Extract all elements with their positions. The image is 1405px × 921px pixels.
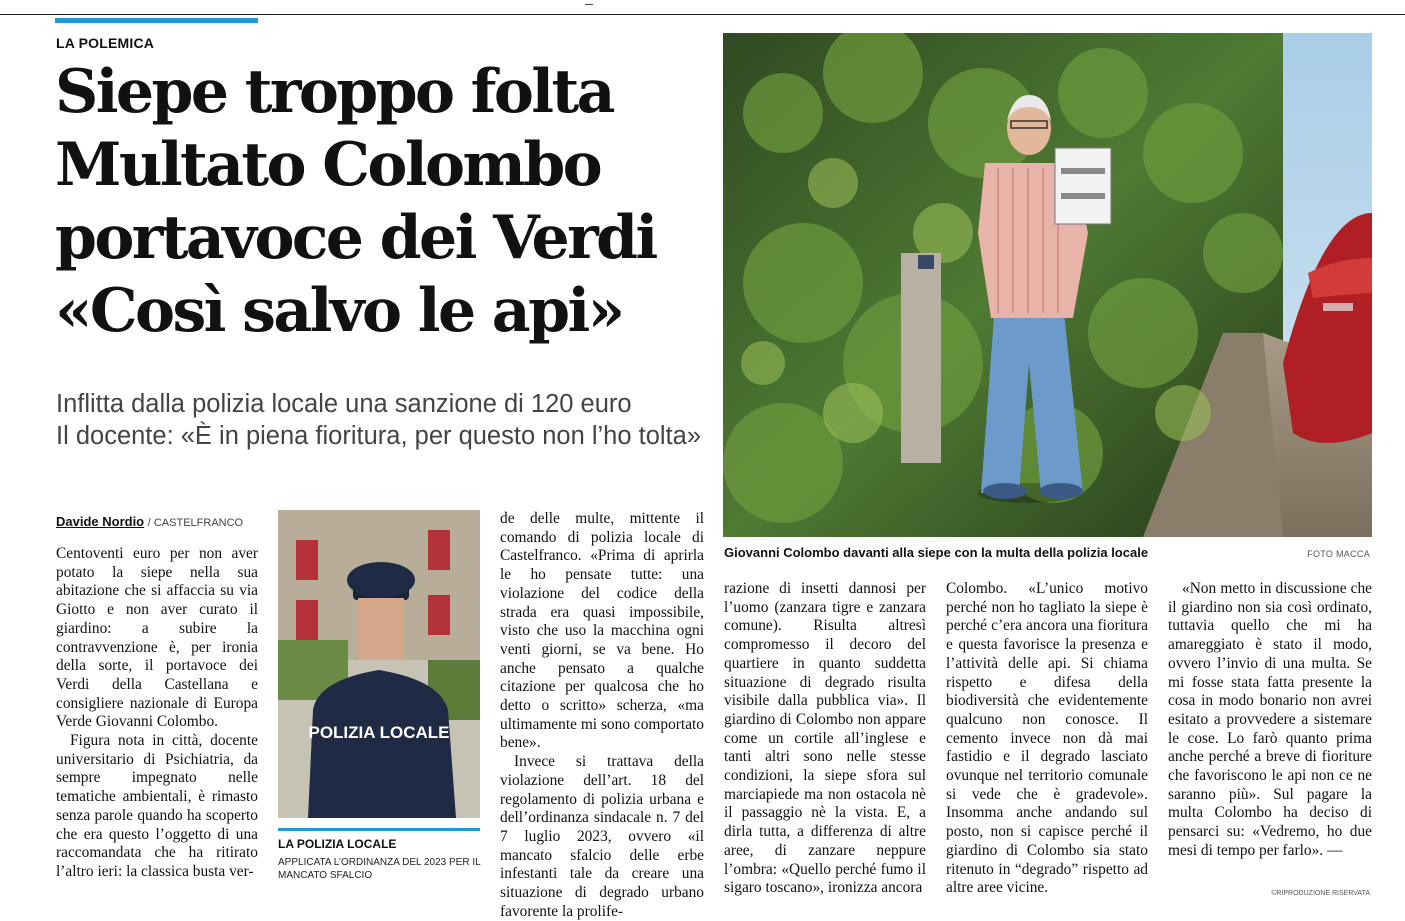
paragraph: Invece si trattava della violazione dell’art. 18 del regolamento di polizia urbana e dell’ordinanza sindacale n. 7 del 7 luglio 2023, ovvero «il mancato sfalcio delle erbe infestanti tale da creare una situazione di degrado urbano favorente la prolife- [500,753,704,920]
subheadline-line-2: Il docente: «È in piena fioritura, per questo non l’ho tolta» [56,422,702,450]
inset-photo-illustration [278,510,480,818]
subheadline-line-1: Inflitta dalla polizia locale una sanzione di 120 euro [56,390,632,418]
main-photo [723,33,1372,537]
inset-title: LA POLIZIA LOCALE [278,828,480,851]
paragraph: razione di insetti dannosi per l’uomo (zanzara tigre e zanzara comune). Risulta altresì compromesso il decoro del quartiere in quanto suddetta situazione di degrado risulta visibile dalla pubblica via». Il giardino di Colombo non appare come un cortile all’inglese e tanti altri sono nelle stesse condizioni, la siepe sfora sul marciapiede ma non ostacola nè il passaggio nè la vista. E, a dirla tutta, a differenza di altre aree, di zanzare neppure l’ombra: «Quello perché fumo il sigaro toscano», ironizza ancora [724,580,926,897]
article-column-3 [724,580,926,898]
headline-line-3: portavoce dei Verdi [55,203,656,273]
photo-credit: FOTO MACCA [1307,549,1370,559]
paragraph: Centoventi euro per non aver potato la siepe nella sua abitazione che si affaccia su via Giotto e non aver curato il giardino: a subire la contravvenzione è, per ironia della sorte, il portavoce dei Verdi della Castellana e consigliere nazionale di Europa Verde Giovanni Colombo. [56,545,258,731]
article-column-2 [500,510,704,921]
kicker: LA POLEMICA [56,35,155,51]
inset-jacket-text: POLIZIA LOCALE [308,723,450,742]
article-column-1 [56,545,258,882]
article-column-4 [946,580,1148,898]
headline-line-1: Siepe troppo folta [55,57,613,127]
article-column-5 [1168,580,1372,861]
byline-author: Davide Nordio [56,514,145,529]
inset-subtitle: APPLICATA L’ORDINANZA DEL 2023 PER IL MANCATO SFALCIO [278,857,481,881]
photo-caption: Giovanni Colombo davanti alla siepe con la multa della polizia locale [724,545,1149,560]
headline-line-2: Multato Colombo [55,130,601,200]
byline-location: / CASTELFRANCO [147,517,244,529]
paragraph: «Non metto in discussione che il giardino non sia così ordinato, tuttavia quello che mi ha amareggiato è stato il modo, ovvero l’invio di una multa. Se mi fosse stata fatta presente la cosa in modo bonario non avrei esitato a provvedere a sistemare le cose. Lo farò quanto prima anche perché a breve di fioriture che favoriscono le api non ce ne saranno più». Sul pagare la multa Colombo ha deciso di pensarci su: «Vedremo, ho due mesi di tempo per farlo». — [1168,580,1372,859]
headline-line-4: «Così salvo le api» [55,276,623,346]
rights-notice: ©RIPRODUZIONE RISERVATA [1271,890,1370,897]
paragraph: Figura nota in città, docente universitario di Psichiatria, da sempre impegnato nelle tematiche ambientali, è rimasto senza parole quando ha scoperto che era questo l’oggetto di una raccomandata che ha ritirato l’altro ieri: la classica busta ver- [56,732,258,880]
paragraph: Colombo. «L’unico motivo perché non ho tagliato la siepe è perché c’era ancora una fioritura e questa favorisce la presenza e l’attività delle api. Si chiama rispetto e difesa della biodiversità che evidentemente qualcuno non conosce. Il cemento invece non dà mai fastidio e il degrado lasciato ovunque nel territorio comunale si vede che è gradevole». Insomma anche andando sul posto, non si capisce perché il giardino di Colombo sia stato ritenuto in “degrado” rispetto ad altre aree vicine. [946,580,1148,897]
headline [55,56,720,348]
page-top-rule [0,14,1405,15]
page-top-mark [585,0,593,5]
paragraph: de delle multe, mittente il comando di polizia locale di Castelfranco. «Prima di aprirla le ho pensate tutte: una violazione del codice della strada era quasi impossibile, visto che uso la macchina ogni venti giorni, se va bene. Ho anche pensato a qualche citazione per qualcosa che ho detto o scritto» scherza, «ma ultimamente mi sono comportato bene». [500,510,704,752]
section-accent-bar [55,18,258,23]
byline [56,514,243,529]
main-photo-illustration [723,33,1372,537]
subheadline [56,388,721,452]
inset-photo [278,510,480,818]
